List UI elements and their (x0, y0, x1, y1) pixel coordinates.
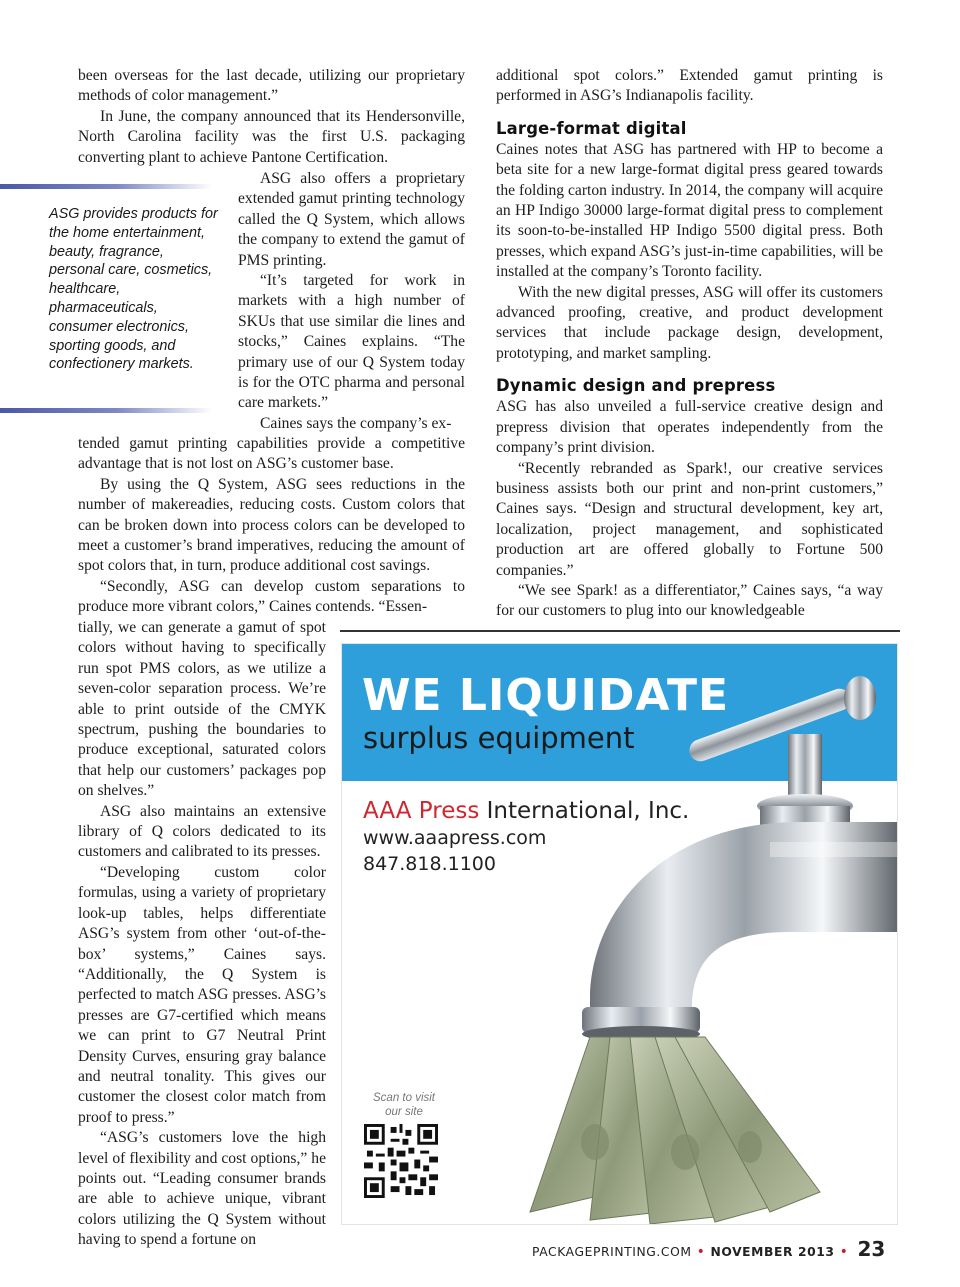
article-left-narrow (238, 169, 465, 434)
paragraph: been overseas for the last decade, utilizing our proprietary methods of color management.” (78, 67, 465, 105)
paragraph: “ASG’s customers love the high level of flexibility and cost options,” he points out. “Leading consumer brands are able to achieve unique, vibrant colors utilizing the Q System without having to spend a fortune on (78, 1129, 326, 1249)
ad-company-brand: AAA Press (363, 798, 480, 824)
paragraph: In June, the company announced that its Hendersonville, North Carolina facility was the first U.S. packaging converting plant to achieve Pantone Certification. (78, 107, 465, 166)
bullet-icon: • (839, 1244, 849, 1260)
ad-phone-number: 847.818.1100 (363, 853, 496, 875)
paragraph: ASG also offers a proprietary extended gamut printing technology called the Q System, which allows the company to extend the gamut of PMS printing. (238, 170, 465, 269)
article-left-bottom (78, 618, 326, 1251)
footer-issue-date: NOVEMBER 2013 (710, 1245, 835, 1259)
money-bills (530, 1037, 820, 1224)
ad-company-suffix: International, Inc. (479, 798, 690, 824)
paragraph: “Developing custom color formulas, using a variety of proprietary look-up tables, helps differentiate ASG’s system from other ‘out-of-the-box’ systems,” Caines says. “Additionally, the Q System is perfected to match ASG presses. ASG’s presses are G7-certified which means we can print to G7 Neutral Print Density Curves, ensuring gray balance and neutral tonality. This gives our customer the closest color match from proof to press.” (78, 863, 326, 1126)
paragraph: “We see Spark! as a differentiator,” Caines says, “a way for our customers to plug into our knowledgeable (496, 581, 883, 620)
faucet-money-illustration (470, 672, 898, 1225)
paragraph: With the new digital presses, ASG will offer its customers advanced proofing, creative, and product development services that include package design, development, prototyping, and market sampling. (496, 283, 883, 362)
section-heading: Dynamic design and prepress (496, 376, 776, 396)
paragraph: “Recently rebranded as Spark!, our creative services business assists both our print and non-print customers,” Caines says. “Design and structural development, key art, localization, project management, and sophisticated production art are offered globally to Fortune 500 companies.” (496, 459, 883, 579)
ad-headline: WE LIQUIDATE (362, 670, 730, 721)
pull-quote: ASG provides products for the home entertainment, beauty, fragrance, personal care, cosmetics, healthcare, pharmaceuticals, consumer electronics, sporting goods, and confectionery markets. (49, 206, 218, 373)
pull-quote-bottom-rule (0, 408, 212, 413)
ad-website-link[interactable]: www.aaapress.com (363, 827, 547, 849)
ad-company-name (363, 797, 689, 825)
advertisement[interactable] (341, 643, 898, 1225)
bullet-icon: • (696, 1244, 706, 1260)
page-footer (532, 1237, 885, 1263)
paragraph: “It’s targeted for work in markets with a high number of SKUs that use similar die lines and stocks,” Caines explains. “The primary use of our Q System today is for the OTC pharma and personal care markets.” (238, 272, 465, 412)
pull-quote-top-rule (0, 184, 212, 189)
paragraph: Caines says the company’s ex- (260, 414, 452, 432)
section-heading: Large-format digital (496, 118, 687, 138)
ad-subheadline: surplus equipment (363, 721, 635, 755)
paragraph: Caines notes that ASG has partnered with HP to become a beta site for a new large-format digital press geared towards the folding carton industry. In 2014, the company will acquire an HP Indigo 30000 large-format digital press to complement its soon-to-be-installed HP Indigo 5500 digital press. Both presses, which expand ASG’s just-in-time capabilities, will be installed at the company’s Toronto facility. (496, 140, 883, 281)
page-number: 23 (857, 1237, 886, 1261)
paragraph: ASG also maintains an extensive library of Q colors dedicated to its customers and calibrated to its presses. (78, 802, 326, 861)
ad-top-rule (340, 630, 900, 632)
paragraph: ASG has also unveiled a full-service creative design and prepress division that operates independently from the company’s print division. (496, 398, 883, 457)
paragraph: additional spot colors.” Extended gamut printing is performed in ASG’s Indianapolis facility. (496, 67, 883, 105)
qr-code-icon[interactable] (364, 1124, 438, 1198)
article-right-column (496, 66, 883, 622)
ad-scan-label: Scan to visit our site (373, 1092, 435, 1118)
footer-site: PACKAGEPRINTING.COM (532, 1245, 692, 1259)
paragraph: By using the Q System, ASG sees reductions in the number of makereadies, reducing costs. Custom colors that can be broken down into process colors can be developed to meet a customer’s brand imperatives, reducing the amount of spot colors that, in turn, produce additional cost savings. (78, 475, 465, 575)
article-left-wide (78, 434, 465, 618)
paragraph: “Secondly, ASG can develop custom separations to produce more vibrant colors,” Caines contends. “Essen- (78, 577, 465, 616)
paragraph: tially, we can generate a gamut of spot colors without having to specifically run spot PMS colors, as we utilize a seven-color separation process. We’re able to print outside of the CMYK spectrum, pushing the boundaries to produce exceptional, saturated colors that help our customers’ packages pop on shelves.” (78, 619, 326, 800)
article-left-top (78, 66, 465, 168)
paragraph: tended gamut printing capabilities provide a competitive advantage that is not lost on ASG’s customer base. (78, 435, 465, 473)
